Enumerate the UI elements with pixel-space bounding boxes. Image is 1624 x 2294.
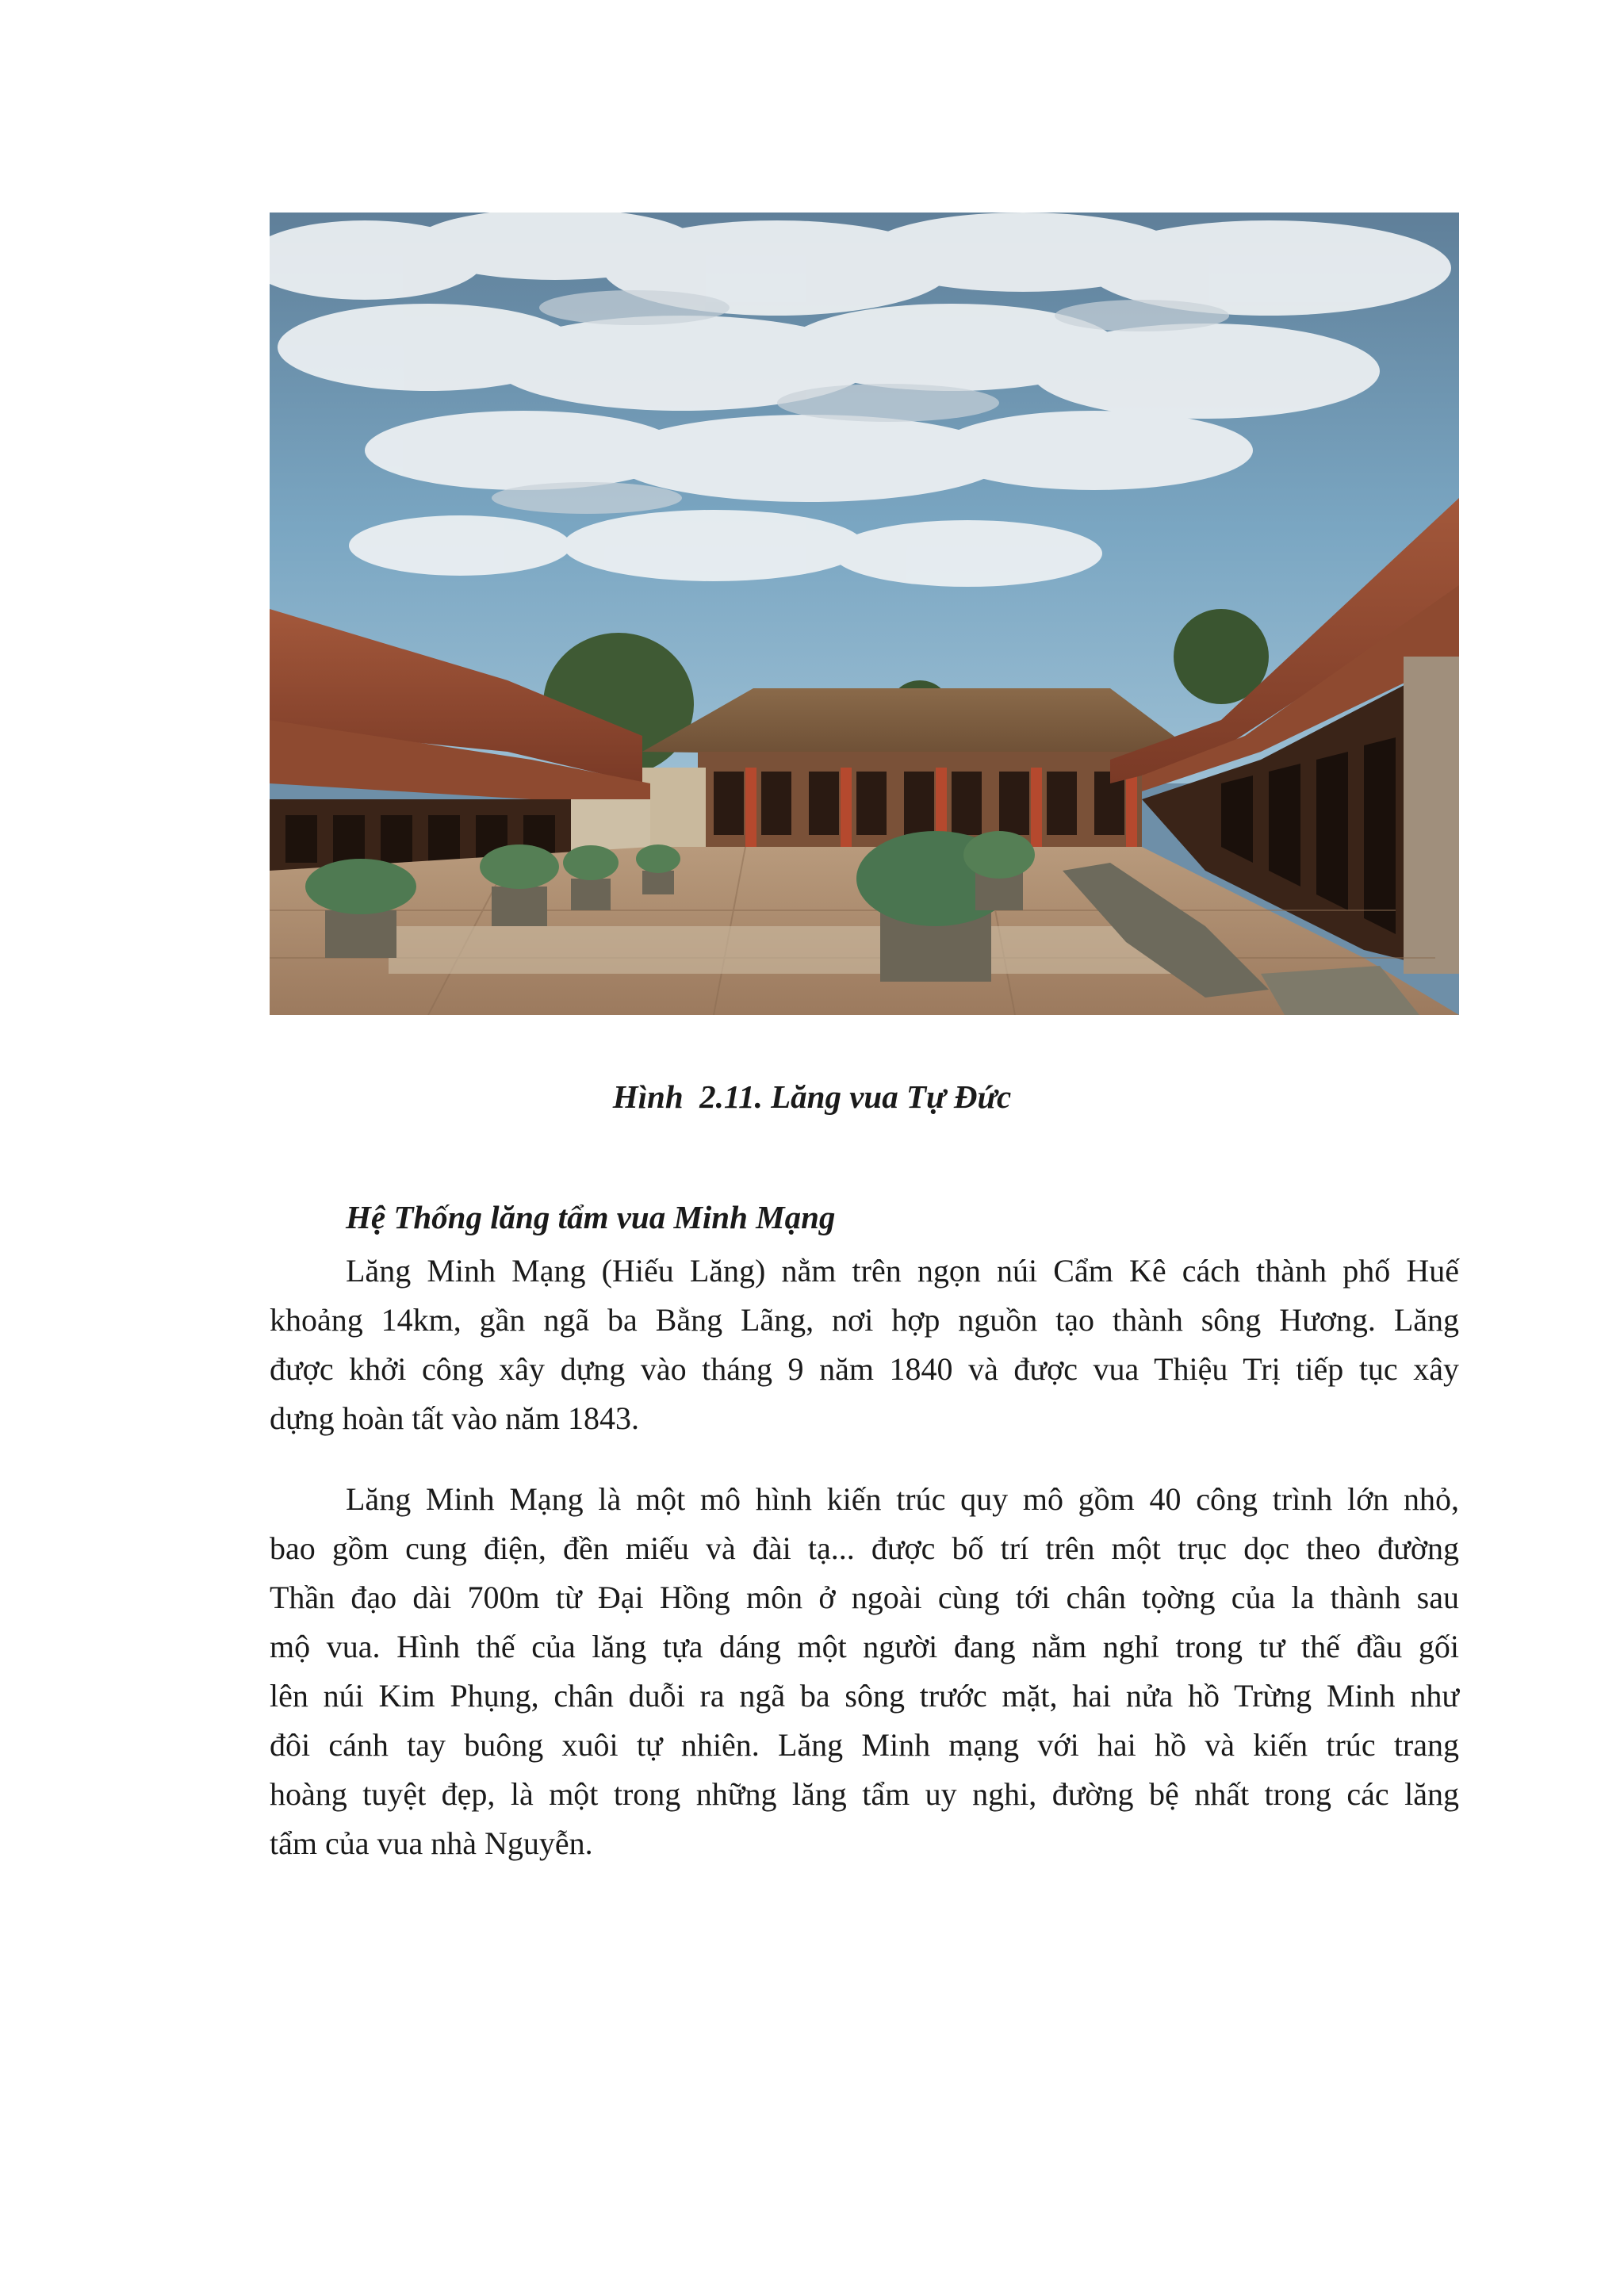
- paragraph-1: [270, 1247, 1459, 1443]
- paragraph-line: hoàng tuyệt đẹp, là một trong những lăng tẩm uy nghi, đường bệ nhất trong các lăng: [270, 1776, 1459, 1812]
- paragraph-line: lên núi Kim Phụng, chân duỗi ra ngã ba sông trước mặt, hai nửa hồ Trừng Minh như: [270, 1678, 1459, 1714]
- paragraph-line: mộ vua. Hình thế của lăng tựa dáng một người đang nằm nghỉ trong tư thế đầu gối: [270, 1629, 1459, 1664]
- paragraph-2: [270, 1475, 1459, 1868]
- paragraph-line: bao gồm cung điện, đền miếu và đài tạ... được bố trí trên một trục dọc theo đường: [270, 1530, 1459, 1566]
- tomb-photo-illustration: [270, 213, 1459, 1015]
- paragraph-line: khoảng 14km, gần ngã ba Bằng Lãng, nơi hợp nguồn tạo thành sông Hương. Lăng: [270, 1302, 1459, 1338]
- section-heading: Hệ Thống lăng tẩm vua Minh Mạng: [346, 1199, 836, 1235]
- paragraph-line: được khởi công xây dựng vào tháng 9 năm 1840 và được vua Thiệu Trị tiếp tục xây: [270, 1351, 1459, 1387]
- figure-caption: Hình 2.11. Lăng vua Tự Đức: [612, 1078, 1012, 1115]
- tomb-photo: [270, 213, 1459, 1015]
- paragraph-line: Lăng Minh Mạng là một mô hình kiến trúc quy mô gồm 40 công trình lớn nhỏ,: [346, 1481, 1459, 1517]
- paragraph-line: Thần đạo dài 700m từ Đại Hồng môn ở ngoài cùng tới chân tọờng của la thành sau: [270, 1580, 1459, 1615]
- paragraph-line: đôi cánh tay buông xuôi tự nhiên. Lăng Minh mạng với hai hồ và kiến trúc trang: [270, 1727, 1459, 1763]
- paragraph-line: Lăng Minh Mạng (Hiếu Lăng) nằm trên ngọn núi Cẩm Kê cách thành phố Huế: [346, 1253, 1459, 1289]
- paragraph-line: dựng hoàn tất vào năm 1843.: [270, 1400, 640, 1436]
- paragraph-line: tẩm của vua nhà Nguyễn.: [270, 1825, 593, 1861]
